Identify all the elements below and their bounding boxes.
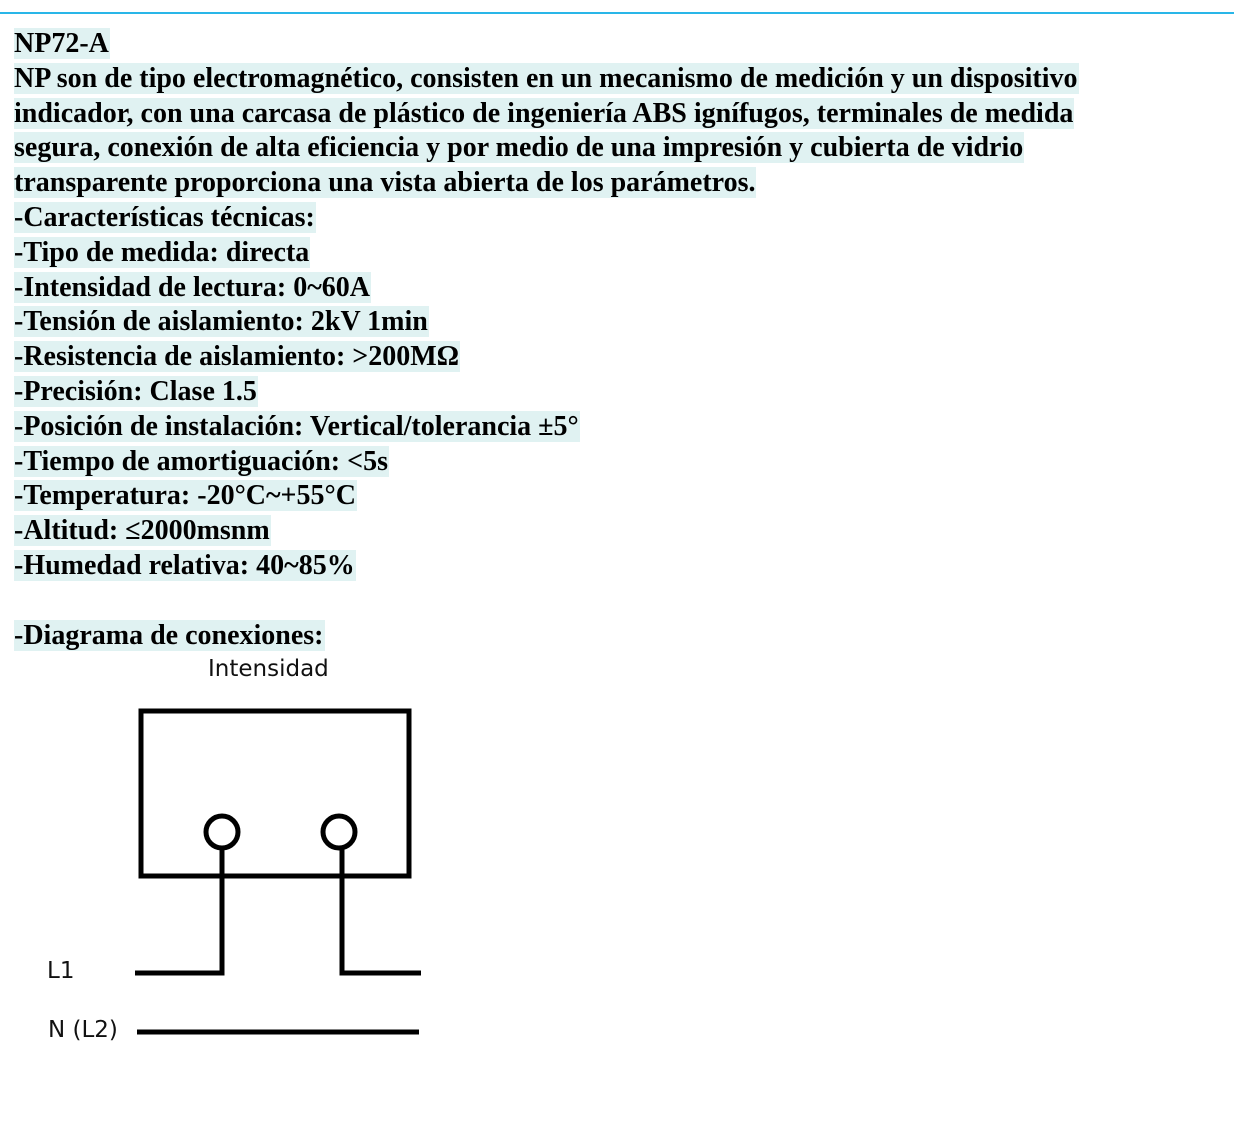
l1-label: L1 bbox=[47, 958, 75, 984]
spec-item: -Precisión: Clase 1.5 bbox=[14, 375, 257, 407]
product-title: NP72-A bbox=[14, 28, 109, 59]
connection-diagram bbox=[0, 650, 460, 1070]
spec-item: -Tipo de medida: directa bbox=[14, 236, 310, 268]
terminal-left-icon bbox=[206, 816, 238, 848]
wire-l1-in bbox=[135, 848, 222, 973]
description-line: segura, conexión de alta eficiencia y por medio de una impresión y cubierta de vidrio bbox=[14, 132, 1024, 164]
spec-item: -Temperatura: -20°C~+55°C bbox=[14, 480, 356, 512]
spec-item: -Tiempo de amortiguación: <5s bbox=[14, 445, 388, 477]
specs-heading: -Características técnicas: bbox=[14, 201, 315, 233]
spec-item: -Humedad relativa: 40~85% bbox=[14, 549, 355, 581]
diagram-heading: -Diagrama de conexiones: bbox=[14, 619, 324, 651]
neutral-label: N (L2) bbox=[48, 1017, 118, 1043]
top-divider bbox=[0, 12, 1234, 14]
spec-item: -Resistencia de aislamiento: >200MΩ bbox=[14, 341, 460, 373]
spec-item: -Altitud: ≤2000msnm bbox=[14, 515, 270, 547]
wiring-schematic bbox=[0, 650, 460, 1070]
spec-item: -Posición de instalación: Vertical/tolerancia ±5° bbox=[14, 410, 579, 442]
description-line: transparente proporciona una vista abierta de los parámetros. bbox=[14, 167, 756, 199]
spec-item: -Tensión de aislamiento: 2kV 1min bbox=[14, 306, 428, 338]
terminal-right-icon bbox=[323, 816, 355, 848]
spec-item: -Intensidad de lectura: 0~60A bbox=[14, 271, 371, 303]
meter-box bbox=[141, 711, 409, 876]
description-line: NP son de tipo electromagnético, consisten en un mecanismo de medición y un dispositivo bbox=[14, 62, 1078, 94]
document-body bbox=[14, 27, 1079, 653]
meter-label: Intensidad bbox=[208, 656, 329, 682]
blank-line bbox=[14, 584, 1079, 619]
description-line: indicador, con una carcasa de plástico de ingeniería ABS ignífugos, terminales de medida bbox=[14, 97, 1074, 129]
